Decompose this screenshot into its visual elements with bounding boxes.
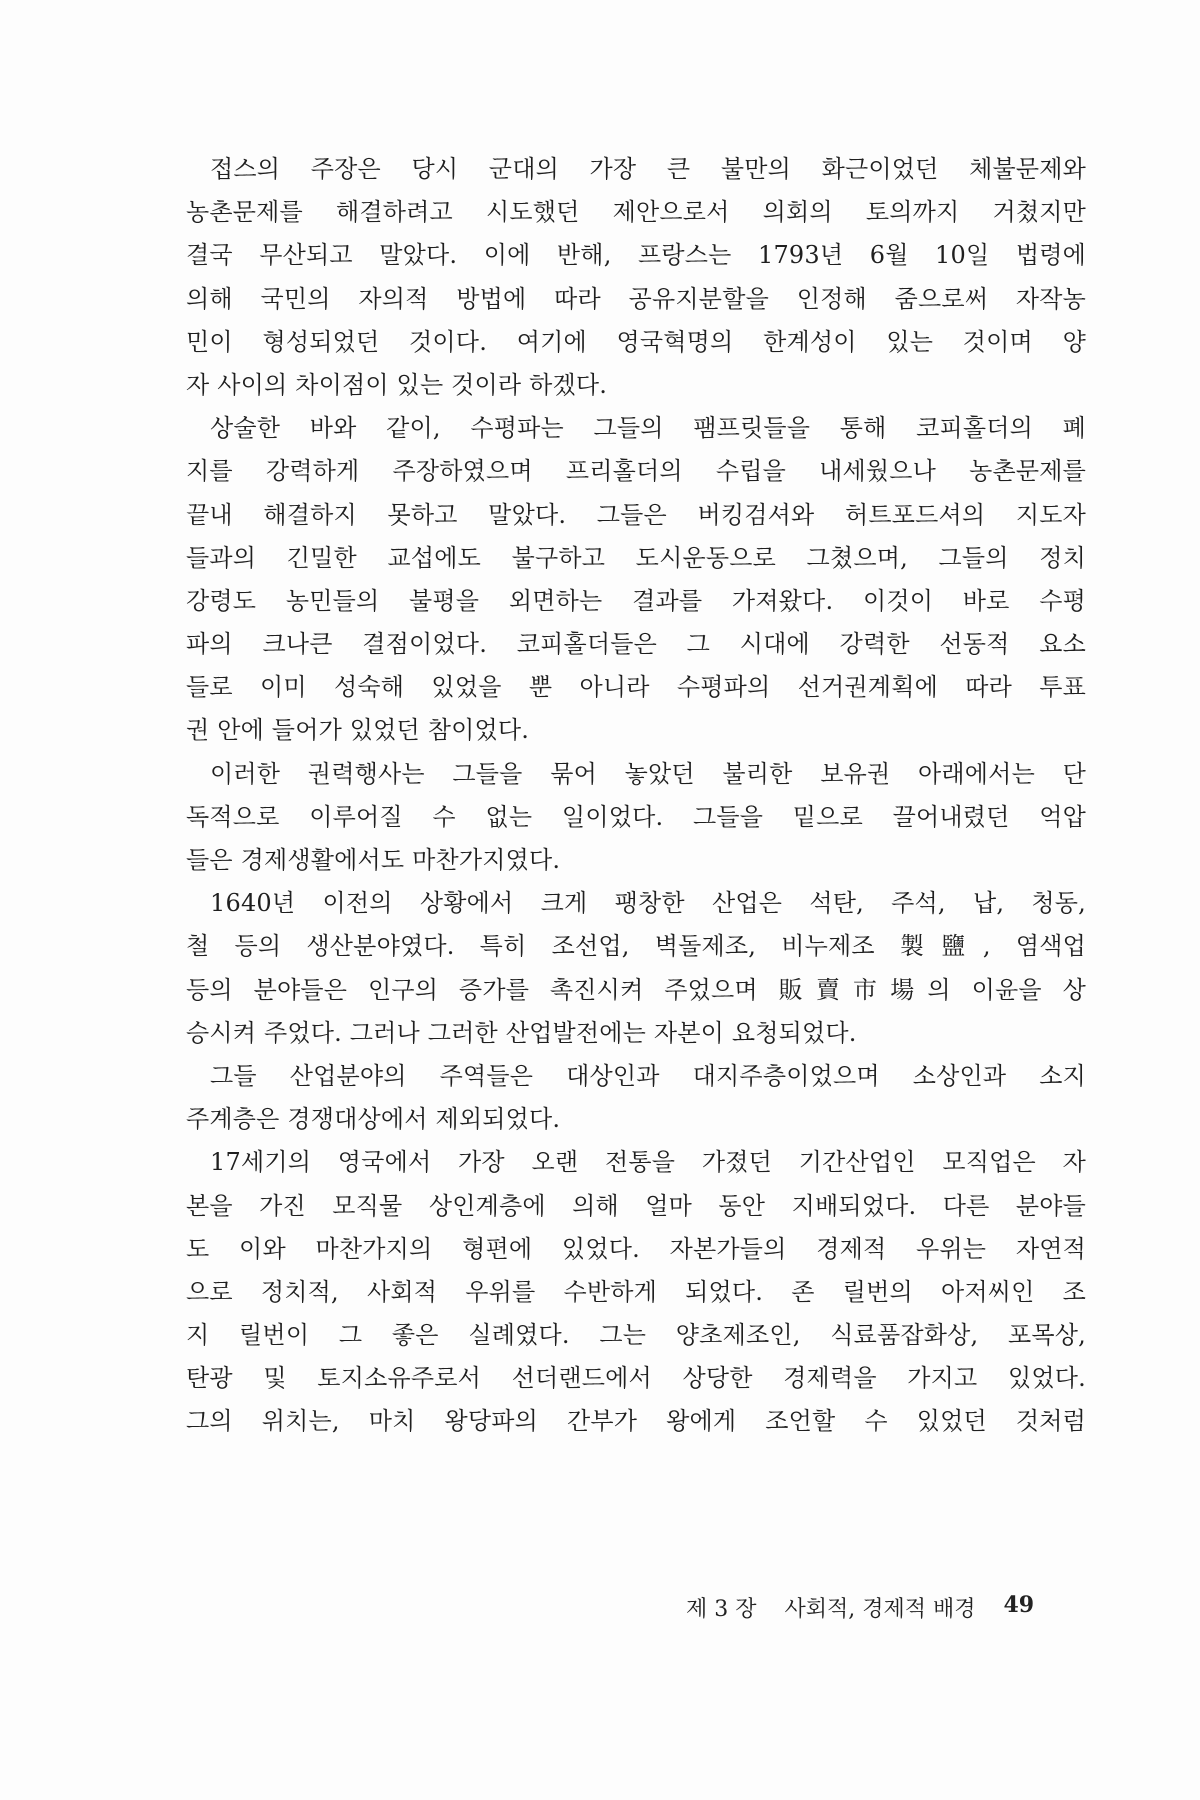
text-line: 결국 무산되고 말았다. 이에 반해, 프랑스는 1793년 6월 10일 법령에 xyxy=(186,241,1086,270)
text-line: 탄광 및 토지소유주로서 선더랜드에서 상당한 경제력을 가지고 있었다. xyxy=(186,1364,1086,1393)
text-line: 으로 정치적, 사회적 우위를 수반하게 되었다. 존 릴번의 아저씨인 조 xyxy=(186,1277,1086,1306)
text-line: 도 이와 마찬가지의 형편에 있었다. 자본가들의 경제적 우위는 자연적 xyxy=(186,1234,1086,1263)
text-line: 철 등의 생산분야였다. 특히 조선업, 벽돌제조, 비누제조 製鹽, 염색업 xyxy=(186,932,1086,961)
text-line: 의해 국민의 자의적 방법에 따라 공유지분할을 인정해 줌으로써 자작농 xyxy=(186,284,1086,313)
text-line: 민이 형성되었던 것이다. 여기에 영국혁명의 한계성이 있는 것이며 양 xyxy=(186,327,1086,356)
text-line: 접스의 주장은 당시 군대의 가장 큰 불만의 화근이었던 체불문제와 xyxy=(210,155,1086,183)
text-line: 승시켜 주었다. 그러나 그러한 산업발전에는 자본이 요청되었다. xyxy=(186,1018,857,1047)
text-line: 그들 산업분야의 주역들은 대상인과 대지주층이었으며 소상인과 소지 xyxy=(210,1061,1086,1090)
text-line: 1640년 이전의 상황에서 크게 팽창한 산업은 석탄, 주석, 납, 청동, xyxy=(210,889,1086,918)
text-line: 파의 크나큰 결점이었다. 코피홀더들은 그 시대에 강력한 선동적 요소 xyxy=(186,630,1086,659)
text-line: 17세기의 영국에서 가장 오랜 전통을 가졌던 기간산업인 모직업은 자 xyxy=(210,1148,1086,1177)
text-line: 등의 분야들은 인구의 증가를 촉진시켜 주었으며 販賣市場의 이윤을 상 xyxy=(186,975,1086,1004)
text-line: 농촌문제를 해결하려고 시도했던 제안으로서 의회의 토의까지 거쳤지만 xyxy=(186,198,1086,227)
text-line: 지 릴번이 그 좋은 실례였다. 그는 양초제조인, 식료품잡화상, 포목상, xyxy=(186,1321,1086,1350)
text-line: 들로 이미 성숙해 있었을 뿐 아니라 수평파의 선거권계획에 따라 투표 xyxy=(186,673,1086,702)
running-footer xyxy=(686,1592,1034,1623)
text-line: 권 안에 들어가 있었던 참이었다. xyxy=(186,716,530,745)
text-line: 상술한 바와 같이, 수평파는 그들의 팸프릿들을 통해 코피홀더의 폐 xyxy=(210,414,1086,443)
text-line: 들과의 긴밀한 교섭에도 불구하고 도시운동으로 그쳤으며, 그들의 정치 xyxy=(186,543,1086,572)
text-line: 주계층은 경쟁대상에서 제외되었다. xyxy=(186,1105,561,1134)
chapter-label: 제 3 장 xyxy=(686,1597,757,1622)
text-line: 독적으로 이루어질 수 없는 일이었다. 그들을 밑으로 끌어내렸던 억압 xyxy=(186,802,1086,831)
text-line: 본을 가진 모직물 상인계층에 의해 얼마 동안 지배되었다. 다른 분야들 xyxy=(186,1191,1086,1220)
text-line: 끝내 해결하지 못하고 말았다. 그들은 버킹검셔와 허트포드셔의 지도자 xyxy=(186,500,1086,529)
text-line: 그의 위치는, 마치 왕당파의 간부가 왕에게 조언할 수 있었던 것처럼 xyxy=(186,1407,1086,1436)
text-line: 강령도 농민들의 불평을 외면하는 결과를 가져왔다. 이것이 바로 수평 xyxy=(186,586,1086,615)
text-line: 이러한 권력행사는 그들을 묶어 놓았던 불리한 보유권 아래에서는 단 xyxy=(210,759,1086,788)
text-line: 지를 강력하게 주장하였으며 프리홀더의 수립을 내세웠으나 농촌문제를 xyxy=(186,457,1086,486)
chapter-title: 사회적, 경제적 배경 xyxy=(784,1597,976,1622)
text-line: 자 사이의 차이점이 있는 것이라 하겠다. xyxy=(186,370,608,399)
body-text xyxy=(186,148,1086,1444)
text-line: 들은 경제생활에서도 마찬가지였다. xyxy=(186,846,561,874)
page-number: 49 xyxy=(1003,1592,1035,1618)
